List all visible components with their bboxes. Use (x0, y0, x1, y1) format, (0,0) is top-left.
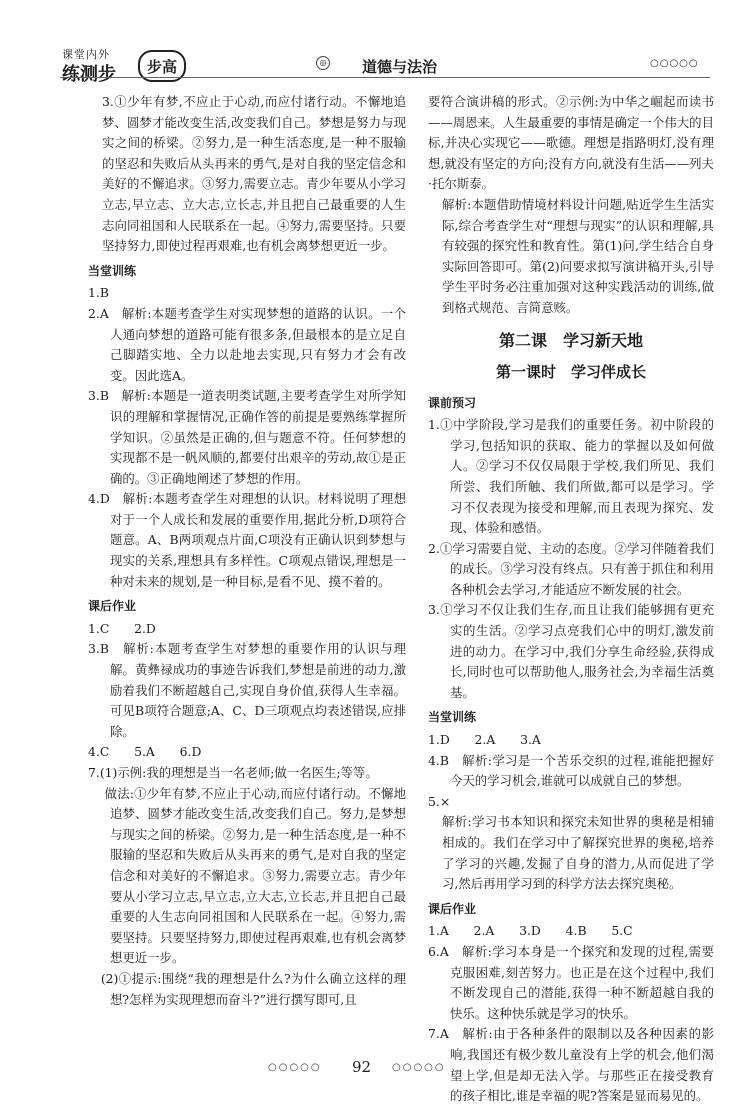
section-heading: 当堂训练 (428, 710, 477, 725)
unit-title: 第一课时 学习伴成长 (495, 362, 646, 381)
answer-paragraph: 1.A 2.A 3.D 4.B 5.C (428, 923, 633, 939)
left-column (88, 92, 406, 1010)
right-column (428, 92, 714, 1107)
answer-paragraph: 1.B (88, 285, 109, 301)
answer-paragraph: 3.①少年有梦,不应止于心动,而应付诸行动。不懈地追梦、圆梦才能改变生活,改变我们自己。梦想是努力与现实之间的桥梁。②努力,是一种生活态度,是一种不服输的坚忍和失败后从头再来的勇气,是对自我的坚定信念和美好的不懈追求。③努力,需要立志。青少年要从小学习立志,早立志、立大志,立长志,并且把自己最重要的人生志向同祖国和人民联系在一起。④努力,需要坚持。只要坚持努力,即使过程再艰难,也有机会离梦想更近一步。 (102, 94, 406, 254)
brand-badge: 步高 (138, 50, 186, 82)
lesson-title: 第二课 学习新天地 (498, 330, 643, 350)
answer-paragraph: 解析:学习书本知识和探究未知世界的奥秘是相辅相成的。我们在学习中了解探究世界的奥秘,培养了学习的兴趣,发掘了自身的潜力,从而促进了学习,然后再用学习到的科学方法去探究奥秘。 (442, 814, 714, 892)
answer-paragraph: 6.A 解析:学习本身是一个探究和发现的过程,需要克服困难,刻苦努力。也正是在这个过程中,我们不断发现自己的潜能,获得一种不断超越自我的快乐。这种快乐就是学习的快乐。 (428, 943, 714, 1021)
answer-paragraph: 4.B 解析:学习是一个苦乐交织的过程,谁能把握好今天的学习机会,谁就可以成就自己的梦想。 (428, 752, 714, 789)
answer-paragraph: 2.A 解析:本题考查学生对实现梦想的道路的认识。一个人通向梦想的道路可能有很多条,但最根本的是立足自己脚踏实地、全力以赴地去实现,只有努力才会有改变。因此选A。 (88, 305, 406, 383)
answer-paragraph: 7.(1)示例:我的理想是当一名老师;做一名医生;等等。 (88, 765, 378, 780)
brand-small-text: 课堂内外 (62, 48, 110, 61)
answer-paragraph: 7.A 解析:由于各种条件的限制以及各种因素的影响,我国还有极少数儿童没有上学的机会,他们渴望上学,但是却无法入学。与那些正在接受教育的孩子相比,谁是幸福的呢?答案是显而易见的。 (428, 1026, 714, 1104)
answer-paragraph: 1.D 2.A 3.A (428, 732, 541, 748)
answer-paragraph: 2.①学习需要自觉、主动的态度。②学习伴随着我们的成长。③学习没有终点。只有善于抓住和利用各种机会去学习,才能适应不断发展的社会。 (428, 540, 714, 597)
page-header (0, 0, 750, 90)
footer-right-dots: ○○○○○ (392, 1062, 446, 1073)
section-heading: 课前预习 (428, 395, 477, 410)
answer-paragraph: 5.× (428, 793, 451, 809)
brand-logo (62, 46, 190, 86)
answer-paragraph: 4.C 5.A 6.D (88, 744, 202, 760)
answer-paragraph: 1.C 2.D (88, 620, 156, 636)
answer-paragraph: 做法:①少年有梦,不应止于心动,而应付诸行动。不懈地追梦、圆梦才能改变生活,改变我们自己。努力,是梦想与现实之间的桥梁。②努力,是一种生活态度,是一种不服输的坚忍和失败后从头再来的勇气,是对自我的坚定信念和对美好的不懈追求。③努力,需要立志。青少年要从小学习立志,早立志,立大志,立长志,并且把自己最重要的人生志向同祖国和人民联系在一起。④努力,需要坚持。只要坚持努力,即使过程再艰难,也有机会离梦想更近一步。 (88, 785, 406, 966)
section-heading: 当堂训练 (88, 263, 137, 278)
header-dots: ○○○○○ (650, 58, 699, 69)
answer-paragraph: 要符合演讲稿的形式。②示例:为中华之崛起而读书——周恩来。人生最重要的事情是确定一个伟大的目标,并决心实现它——歌德。理想是指路明灯,没有理想,就没有坚定的方向;没有方向,就没有生活——列夫·托尔斯泰。 (428, 94, 714, 192)
section-heading: 课后作业 (428, 901, 477, 916)
answer-paragraph: 解析:本题借助情境材料设计问题,贴近学生生活实际,综合考查学生对“理想与现实”的认识和理解,具有较强的探究性和教育性。第(1)问,学生结合自身实际回答即可。第(2)问要求拟写演讲稿开头,引导学生平时务必注重加强对这种实践活动的训练,做到格式规范、言简意赅。 (442, 196, 714, 315)
answer-paragraph: 3.①学习不仅让我们生存,而且让我们能够拥有更充实的生活。②学习点亮我们心中的明灯,激发前进的动力。在学习中,我们分享生命经验,获得成长,同时也可以帮助他人,服务社会,为幸福生活奠基。 (428, 602, 714, 700)
answer-paragraph: 1.①中学阶段,学习是我们的重要任务。初中阶段的学习,包括知识的获取、能力的掌握以及如何做人。②学习不仅仅局限于学校,我们所见、我们所尝、我们所触、我们所做,都可以是学习。学习不仅表现为接受和理解,而且表现为探究、发现、体验和感悟。 (428, 417, 714, 536)
brand-title: 练测步 (62, 64, 116, 85)
answer-paragraph: 3.B 解析:本题考查学生对梦想的重要作用的认识与理解。黄彝禄成功的事迹告诉我们,梦想是前进的动力,激励着我们不断超越自己,实现自身价值,获得人生幸福。可见B项符合题意;A、C、D三项观点均表述错误,应排除。 (88, 641, 406, 739)
footer-left-dots: ○○○○○ (268, 1062, 322, 1073)
page-footer (0, 1050, 750, 1090)
circle-ornament-icon: ◎ (316, 56, 330, 70)
header-divider (60, 77, 710, 78)
answer-paragraph: 3.B 解析:本题是一道表明类试题,主要考查学生对所学知识的理解和掌握情况,正确作答的前提是要熟练掌握所学知识。②虽然是正确的,但与题意不符。任何梦想的实现都不是一帆风顺的,都要付出艰辛的劳动,故①是正确的。③正确地阐述了梦想的作用。 (88, 388, 406, 486)
section-heading: 课后作业 (88, 599, 137, 614)
answer-paragraph: (2)①提示:围绕“我的理想是什么?为什么确立这样的理想?怎样为实现理想而奋斗?”进行撰写即可,且 (88, 970, 406, 1007)
page-number: 92 (352, 1058, 372, 1076)
answer-paragraph: 4.D 解析:本题考查学生对理想的认识。材料说明了理想对于一个人成长和发展的重要作用,据此分析,D项符合题意。A、B两项观点片面,C项没有正确认识到梦想与现实的关系,理想具有多样性。C项观点错误,理想是一种对未来的规划,是一种目标,是看不见、摸不着的。 (88, 491, 406, 589)
subject-title: 道德与法治 (362, 58, 438, 76)
